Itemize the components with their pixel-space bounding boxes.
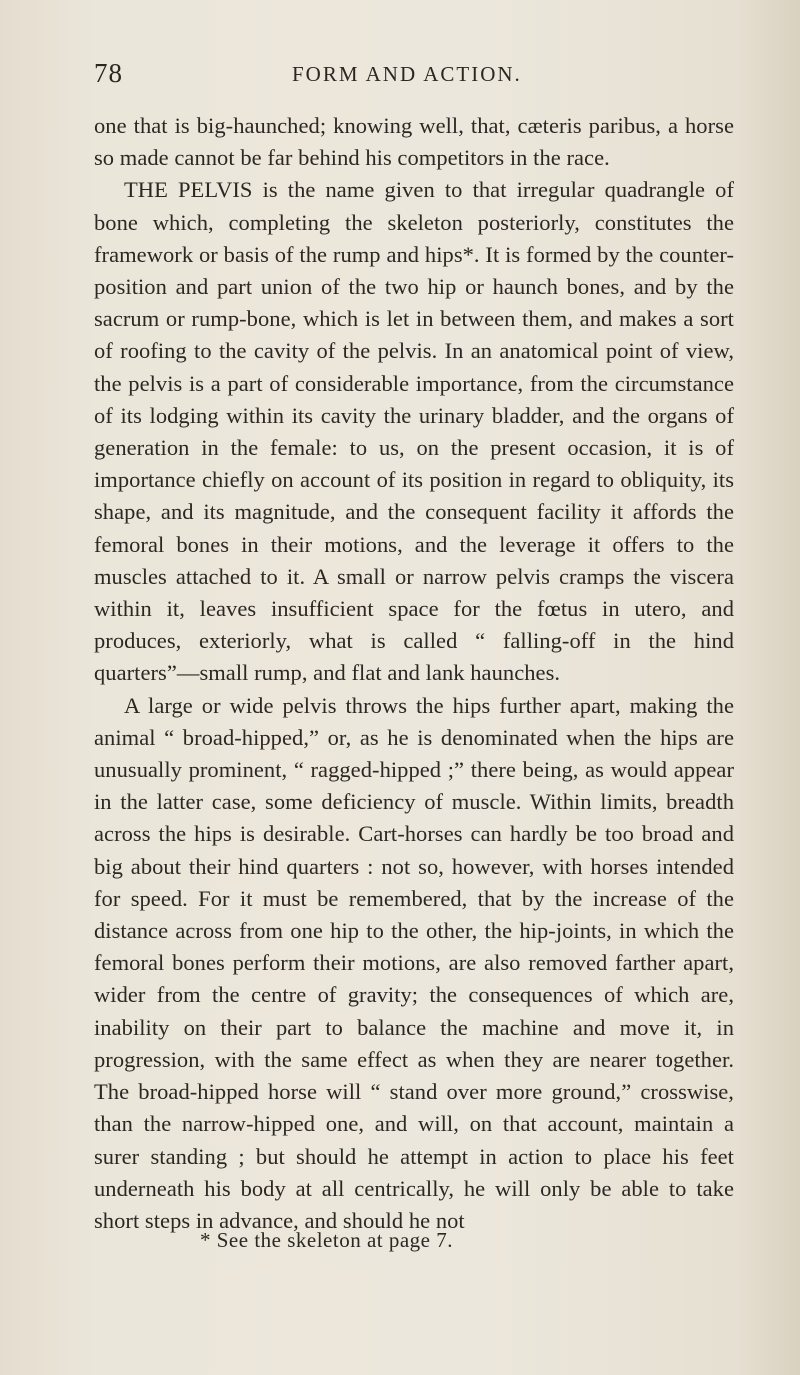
- page-header: [94, 58, 734, 98]
- paragraph-wide-pelvis: A large or wide pelvis throws the hips further apart, making the animal “ broad-hipped,” or, as he is denominated when the hips are unusually prominent, “ ragged-hipped ;” there being, as would appear in the latter case, some deficiency of muscle. Within limits, breadth across the hips is desirable. Cart-horses can hardly be too broad and big about their hind quarters : not so, however, with horses intended for speed. For it must be remembered, that by the increase of the distance across from one hip to the other, the hip-joints, in which the femoral bones perform their motions, are also removed farther apart, wider from the centre of gravity; the consequences of which are, inability on their part to balance the machine and move it, in progression, with the same effect as when they are nearer together. The broad-hipped horse will “ stand over more ground,” crosswise, than the narrow-hipped one, and will, on that account, maintain a surer standing ; but should he attempt in action to place his feet underneath his body at all centrically, he will only be able to take short steps in advance, and should he not: [94, 692, 734, 1233]
- paragraph-continuation: one that is big-haunched; knowing well, that, cæteris paribus, a horse so made cannot be far behind his competitors in the race.: [94, 113, 734, 171]
- page-number: 78: [94, 58, 123, 88]
- paragraph-pelvis: THE PELVIS is the name given to that irregular quadrangle of bone which, completing the skeleton posteriorly, constitutes the framework or basis of the rump and hips*. It is formed by the counter-position and part union of the two hip or haunch bones, and by the sacrum or rump-bone, which is let in between them, and makes a sort of roofing to the cavity of the pelvis. In an anatomical point of view, the pelvis is a part of considerable importance, from the circumstance of its lodging within its cavity the urinary bladder, and the organs of generation in the female: to us, on the present occasion, it is of importance chiefly on account of its position in regard to obliquity, its shape, and its magnitude, and the consequent facility it affords the femoral bones in their motions, and the leverage it offers to the muscles attached to it. A small or narrow pelvis cramps the viscera within it, leaves insufficient space for the fœtus in utero, and produces, exteriorly, what is called “ falling-off in the hind quarters”—small rump, and flat and lank haunches.: [94, 177, 734, 686]
- running-head: FORM AND ACTION.: [292, 62, 522, 86]
- footnote: * See the skeleton at page 7.: [200, 1228, 454, 1252]
- body-text: [94, 110, 734, 1237]
